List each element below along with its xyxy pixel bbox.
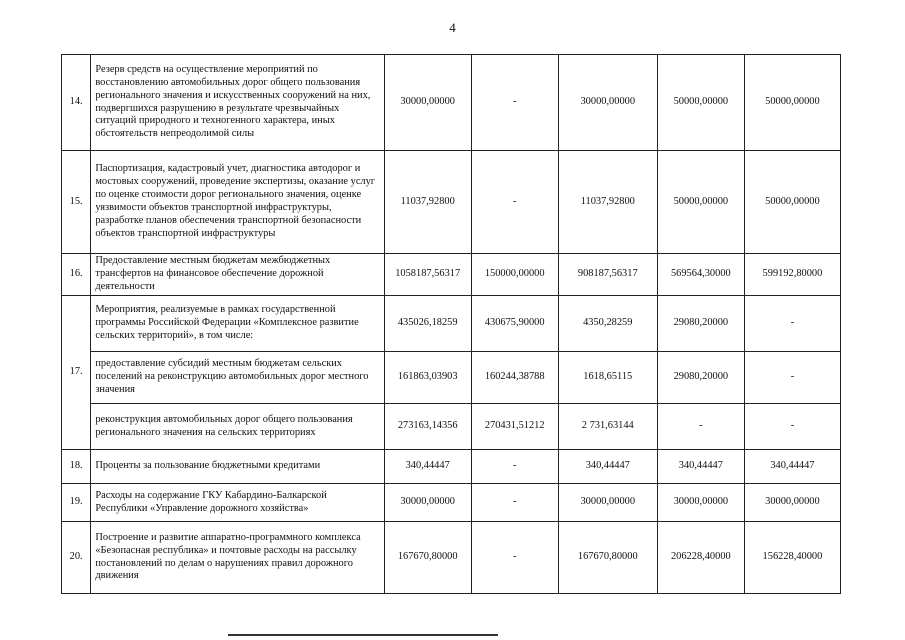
value-cell: 167670,80000 xyxy=(384,522,471,594)
row-description: предоставление субсидий местным бюджетам сельских поселений на реконструкцию автомобильных дорог местного значения xyxy=(91,352,384,404)
value-cell: - xyxy=(471,151,558,254)
value-cell: - xyxy=(471,522,558,594)
value-cell: 50000,00000 xyxy=(744,151,840,254)
row-number: 14. xyxy=(62,55,91,151)
value-cell: 161863,03903 xyxy=(384,352,471,404)
value-cell: 50000,00000 xyxy=(744,55,840,151)
value-cell: - xyxy=(744,352,840,404)
value-cell: 270431,51212 xyxy=(471,404,558,450)
row-description: Проценты за пользование бюджетными кредитами xyxy=(91,450,384,484)
value-cell: 30000,00000 xyxy=(384,55,471,151)
row-description: Расходы на содержание ГКУ Кабардино-Балкарской Республики «Управление дорожного хозяйства» xyxy=(91,484,384,522)
row-number: 16. xyxy=(62,254,91,296)
value-cell: 2 731,63144 xyxy=(558,404,657,450)
value-cell: 30000,00000 xyxy=(657,484,744,522)
value-cell: 273163,14356 xyxy=(384,404,471,450)
table-row xyxy=(62,404,841,450)
value-cell: 908187,56317 xyxy=(558,254,657,296)
table-row xyxy=(62,522,841,594)
table-row xyxy=(62,296,841,352)
value-cell: 340,44447 xyxy=(657,450,744,484)
row-number: 15. xyxy=(62,151,91,254)
value-cell: 29080,20000 xyxy=(657,352,744,404)
table-row xyxy=(62,484,841,522)
value-cell: 435026,18259 xyxy=(384,296,471,352)
value-cell: - xyxy=(471,484,558,522)
value-cell: 11037,92800 xyxy=(558,151,657,254)
table-row xyxy=(62,151,841,254)
row-description: реконструкция автомобильных дорог общего пользования регионального значения на сельских территориях xyxy=(91,404,384,450)
value-cell: 160244,38788 xyxy=(471,352,558,404)
value-cell: 4350,28259 xyxy=(558,296,657,352)
value-cell: 167670,80000 xyxy=(558,522,657,594)
value-cell: - xyxy=(744,296,840,352)
value-cell: 29080,20000 xyxy=(657,296,744,352)
value-cell: - xyxy=(471,450,558,484)
table-row xyxy=(62,352,841,404)
value-cell: - xyxy=(744,404,840,450)
value-cell: 599192,80000 xyxy=(744,254,840,296)
table-row xyxy=(62,450,841,484)
budget-table xyxy=(61,54,841,594)
value-cell: 30000,00000 xyxy=(384,484,471,522)
value-cell: - xyxy=(657,404,744,450)
value-cell: 11037,92800 xyxy=(384,151,471,254)
value-cell: 340,44447 xyxy=(558,450,657,484)
table-row xyxy=(62,254,841,296)
page-number: 4 xyxy=(449,20,456,35)
value-cell: - xyxy=(471,55,558,151)
value-cell: 206228,40000 xyxy=(657,522,744,594)
row-description: Паспортизация, кадастровый учет, диагностика автодорог и мостовых сооружений, проведение экспертизы, оказание услуг по оценке стоимости дорог регионального значения, оценке уязвимости объектов транспортной инфраструктуры, разработке планов обеспечения транспортной безопасности объектов транспортной инфраструктуры xyxy=(91,151,384,254)
value-cell: 30000,00000 xyxy=(744,484,840,522)
value-cell: 430675,90000 xyxy=(471,296,558,352)
row-number: 18. xyxy=(62,450,91,484)
value-cell: 50000,00000 xyxy=(657,151,744,254)
value-cell: 1618,65115 xyxy=(558,352,657,404)
row-description: Резерв средств на осуществление мероприятий по восстановлению автомобильных дорог общего пользования регионального значения и искусственных сооружений на них, подвергшихся разрушению в результате чрезвычайных ситуаций природного и техногенного характера, иных обстоятельств непреодолимой силы xyxy=(91,55,384,151)
value-cell: 30000,00000 xyxy=(558,55,657,151)
value-cell: 150000,00000 xyxy=(471,254,558,296)
row-number: 19. xyxy=(62,484,91,522)
value-cell: 30000,00000 xyxy=(558,484,657,522)
row-number: 20. xyxy=(62,522,91,594)
table-row xyxy=(62,55,841,151)
value-cell: 569564,30000 xyxy=(657,254,744,296)
value-cell: 340,44447 xyxy=(744,450,840,484)
value-cell: 340,44447 xyxy=(384,450,471,484)
value-cell: 156228,40000 xyxy=(744,522,840,594)
row-description: Предоставление местным бюджетам межбюджетных трансфертов на финансовое обеспечение дорожной деятельности xyxy=(91,254,384,296)
row-description: Мероприятия, реализуемые в рамках государственной программы Российской Федерации «Комплексное развитие сельских территорий», в том числе: xyxy=(91,296,384,352)
footer-divider xyxy=(228,634,498,636)
row-description: Построение и развитие аппаратно-программного комплекса «Безопасная республика» и почтовые расходы на рассылку постановлений по делам о нарушениях правил дорожного движения xyxy=(91,522,384,594)
value-cell: 50000,00000 xyxy=(657,55,744,151)
row-number: 17. xyxy=(62,296,91,450)
value-cell: 1058187,56317 xyxy=(384,254,471,296)
